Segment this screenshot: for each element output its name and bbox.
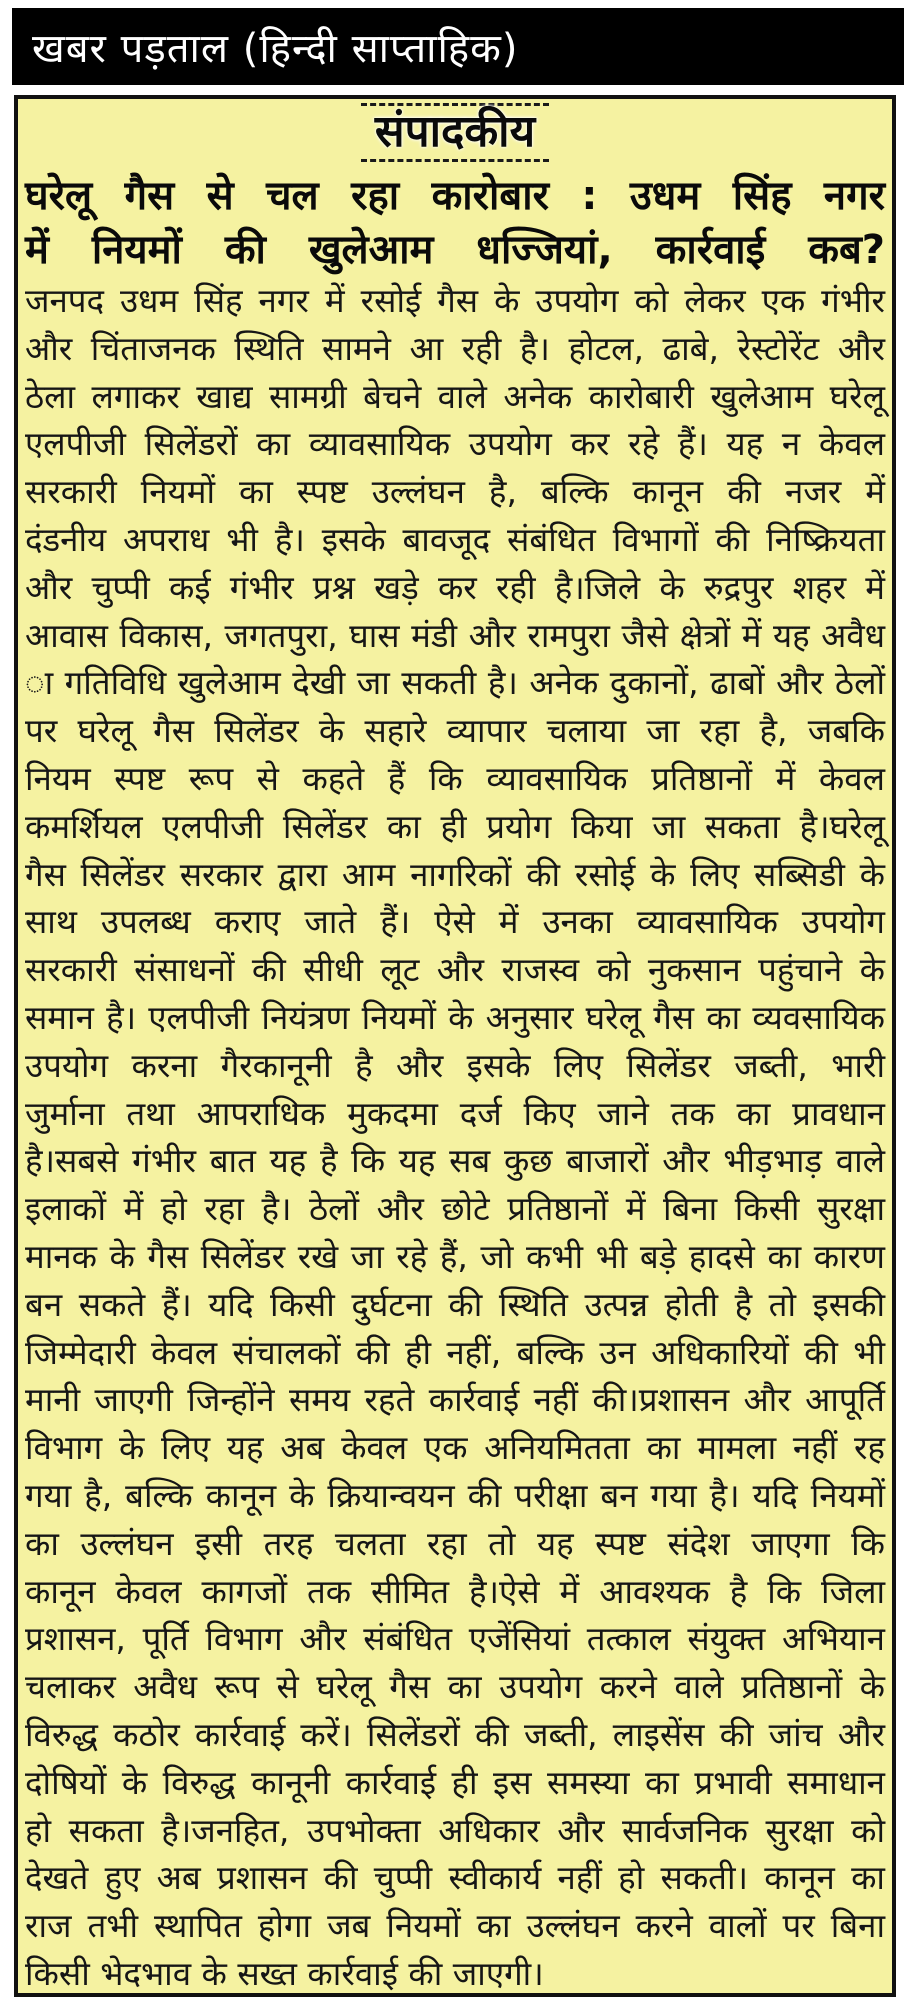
body-line: विरुद्ध कठोर कार्रवाई करें। सिलेंडरों की जब्ती, लाइसेंस की जांच और [25,1714,885,1754]
body-line: बन सकते हैं। यदि किसी दुर्घटना की स्थिति उत्पन्न होती है तो इसकी [25,1284,885,1324]
body-line: जनपद उधम सिंह नगर में रसोई गैस के उपयोग को लेकर एक गंभीर [25,281,885,320]
body-line: चलाकर अवैध रूप से घरेलू गैस का उपयोग करने वाले प्रतिष्ठानों के [25,1667,885,1707]
body-line: आवास विकास, जगतपुरा, घास मंडी और रामपुरा जैसे क्षेत्रों में यह अवैध [25,615,885,655]
masthead-banner [12,8,904,85]
body-line: कमर्शियल एलपीजी सिलेंडर का ही प्रयोग किया जा सकता है।घरेलू [25,806,885,846]
body-line: देखते हुए अब प्रशासन की चुप्पी स्वीकार्य नहीं हो सकती। कानून का [25,1858,885,1898]
body-line: पर घरेलू गैस सिलेंडर के सहारे व्यापार चलाया जा रहा है, जबकि [25,711,885,751]
body-line: उपयोग करना गैरकानूनी है और इसके लिए सिलेंडर जब्ती, भारी [25,1045,885,1085]
body-line: का उल्लंघन इसी तरह चलता रहा तो यह स्पष्ट संदेश जाएगा कि [25,1523,885,1563]
body-line: प्रशासन, पूर्ति विभाग और संबंधित एजेंसियां तत्काल संयुक्त अभियान [25,1619,885,1659]
body-line: जिम्मेदारी केवल संचालकों की ही नहीं, बल्कि उन अधिकारियों की भी [25,1332,885,1372]
body-line: हो सकता है।जनहित, उपभोक्ता अधिकार और सार्वजनिक सुरक्षा को [25,1810,885,1850]
body-line: नियम स्पष्ट रूप से कहते हैं कि व्यावसायिक प्रतिष्ठानों में केवल [25,758,885,798]
body-line: और चिंताजनक स्थिति सामने आ रही है। होटल, ढाबे, रेस्टोरेंट और [25,328,885,368]
body-line: जुर्माना तथा आपराधिक मुकदमा दर्ज किए जाने तक का प्रावधान [25,1093,885,1133]
editorial-headline [25,169,885,277]
body-line: विभाग के लिए यह अब केवल एक अनियमितता का मामला नहीं रह [25,1428,885,1468]
body-line: किसी भेदभाव के सख्त कार्रवाई की जाएगी। [25,1953,544,1993]
editorial-body [25,277,885,1997]
body-line: सरकारी नियमों का स्पष्ट उल्लंघन है, बल्कि कानून की नजर में [25,472,885,512]
editorial-label: संपादकीय [361,103,549,162]
body-line: दोषियों के विरुद्ध कानूनी कार्रवाई ही इस समस्या का प्रभावी समाधान [25,1762,885,1802]
body-line: है।सबसे गंभीर बात यह है कि यह सब कुछ बाजारों और भीड़भाड़ वाले [25,1141,885,1181]
body-line: ा गतिविधि खुलेआम देखी जा सकती है। अनेक दुकानों, ढाबों और ठेलों [25,663,885,703]
body-line: समान है। एलपीजी नियंत्रण नियमों के अनुसार घरेलू गैस का व्यवसायिक [25,997,885,1037]
body-line: इलाकों में हो रहा है। ठेलों और छोटे प्रतिष्ठानों में बिना किसी सुरक्षा [25,1189,885,1229]
body-line: दंडनीय अपराध भी है। इसके बावजूद संबंधित विभागों की निष्क्रियता [25,519,885,559]
body-line: और चुप्पी कई गंभीर प्रश्न खड़े कर रही है।जिले के रुद्रपुर शहर में [25,567,885,607]
masthead-title: खबर पड़ताल (हिन्दी साप्ताहिक) [32,26,519,72]
body-line: कानून केवल कागजों तक सीमित है।ऐसे में आवश्यक है कि जिला [25,1571,885,1611]
body-line: गैस सिलेंडर सरकार द्वारा आम नागरिकों की रसोई के लिए सब्सिडी के [25,854,885,894]
headline-line: में नियमों की खुलेआम धज्जियां, कार्रवाई कब? [25,227,885,273]
body-line: सरकारी संसाधनों की सीधी लूट और राजस्व को नुकसान पहुंचाने के [25,950,885,990]
headline-line: घरेलू गैस से चल रहा कारोबार : उधम सिंह नगर [25,173,885,219]
editorial-box [14,95,896,1997]
body-line: साथ उपलब्ध कराए जाते हैं। ऐसे में उनका व्यावसायिक उपयोग [25,902,885,942]
body-line: मानक के गैस सिलेंडर रखे जा रहे हैं, जो कभी भी बड़े हादसे का कारण [25,1236,885,1276]
body-line: राज तभी स्थापित होगा जब नियमों का उल्लंघन करने वालों पर बिना [25,1906,885,1946]
editorial-label-wrap [25,103,885,167]
body-line: गया है, बल्कि कानून के क्रियान्वयन की परीक्षा बन गया है। यदि नियमों [25,1475,885,1515]
body-line: एलपीजी सिलेंडरों का व्यावसायिक उपयोग कर रहे हैं। यह न केवल [25,424,885,464]
body-line: ठेला लगाकर खाद्य सामग्री बेचने वाले अनेक कारोबारी खुलेआम घरेलू [25,376,885,416]
body-line: मानी जाएगी जिन्होंने समय रहते कार्रवाई नहीं की।प्रशासन और आपूर्ति [25,1380,885,1420]
